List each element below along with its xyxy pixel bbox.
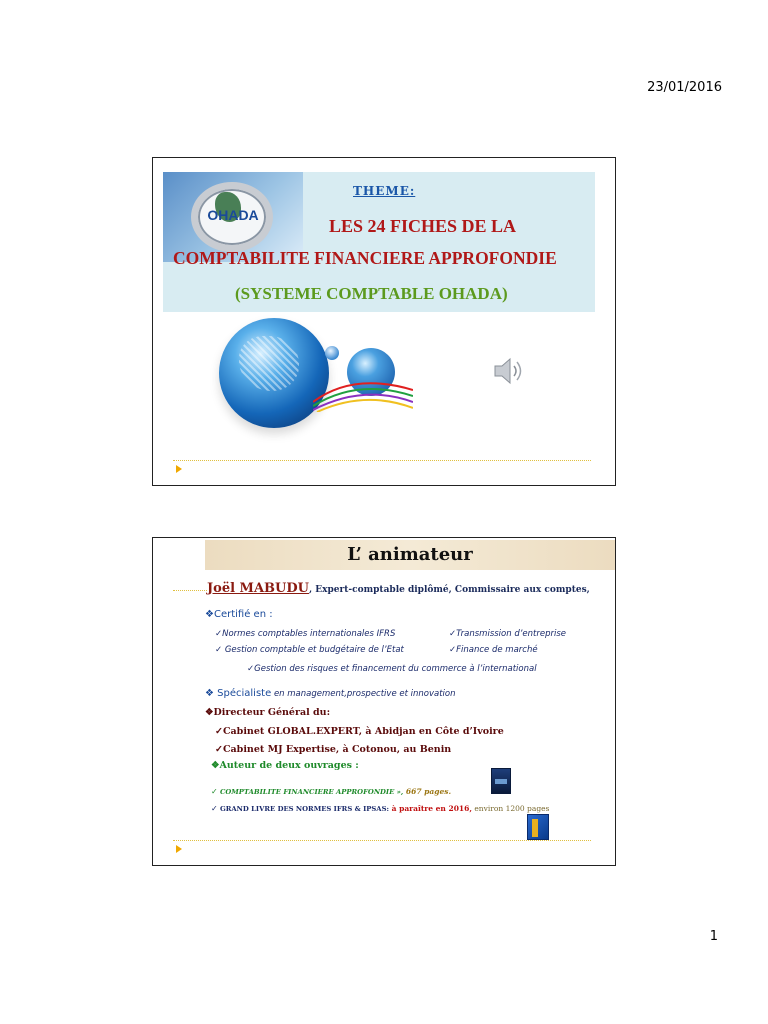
theme-label: THEME: [353,184,416,198]
presenter-name: Joël MABUDU [207,581,309,596]
specialist-line [205,683,456,701]
specialist-text: en management,prospective et innovation [271,689,456,699]
footer-divider [173,460,591,461]
certified-heading: ❖Certifié en : [205,609,273,620]
certification-item: ✓Transmission d’entreprise [449,629,567,639]
title-line-3: (SYSTEME COMPTABLE OHADA) [235,284,508,303]
check-icon: ✓ [211,804,220,813]
page-date: 23/01/2016 [647,80,722,95]
slide-theme [152,157,616,486]
title-line-1: LES 24 FICHES DE LA [329,216,517,236]
presenter-line [207,581,590,596]
swoosh-lines-icon [313,372,413,412]
specialist-label: ❖ Spécialiste [205,688,272,699]
book-1-pages: 667 pages. [403,787,452,796]
slide-animateur [152,537,616,866]
speaker-icon[interactable] [493,356,527,386]
book-cover-2 [527,814,549,840]
certification-item: ✓ Gestion comptable et budgétaire de l’Etat [215,645,404,655]
check-icon: ✓ [211,787,220,796]
director-heading: ❖Directeur Général du: [205,707,331,718]
book-1-title: COMPTABILITE FINANCIERE APPROFONDIE », [219,788,404,796]
globe-illustration [213,318,413,428]
header-divider [173,590,207,591]
logo-text: OHADA [207,207,259,223]
slide-title: L’ animateur [347,544,473,565]
book-2-status: à paraître en 2016, [389,804,472,813]
arrow-bullet-icon [176,845,182,853]
globe-tiny-icon [325,346,339,360]
title-line-2: COMPTABILITE FINANCIERE APPROFONDIE [173,248,557,268]
book-2-pages: environ 1200 pages [471,804,550,813]
certification-item: ✓Normes comptables internationales IFRS [215,629,396,639]
arrow-bullet-icon [176,465,182,473]
certification-item: ✓Finance de marché [449,645,538,655]
book-cover-1 [491,768,511,794]
footer-divider [173,840,591,841]
book-1-line [211,781,451,799]
page-number: 1 [709,929,718,944]
cabinet-item: ✓Cabinet MJ Expertise, à Cotonou, au Benin [215,744,452,755]
presenter-titles: , Expert-comptable diplômé, Commissaire aux comptes, [308,585,590,595]
book-2-line [211,798,549,816]
book-2-title: GRAND LIVRE DES NORMES IFRS & IPSAS: [219,805,389,813]
title-box [163,172,595,312]
certification-item: ✓Gestion des risques et financement du commerce à l’international [247,664,537,674]
cabinet-item: ✓Cabinet GLOBAL.EXPERT, à Abidjan en Côte d’Ivoire [215,726,504,737]
author-heading: ❖Auteur de deux ouvrages : [211,760,359,771]
